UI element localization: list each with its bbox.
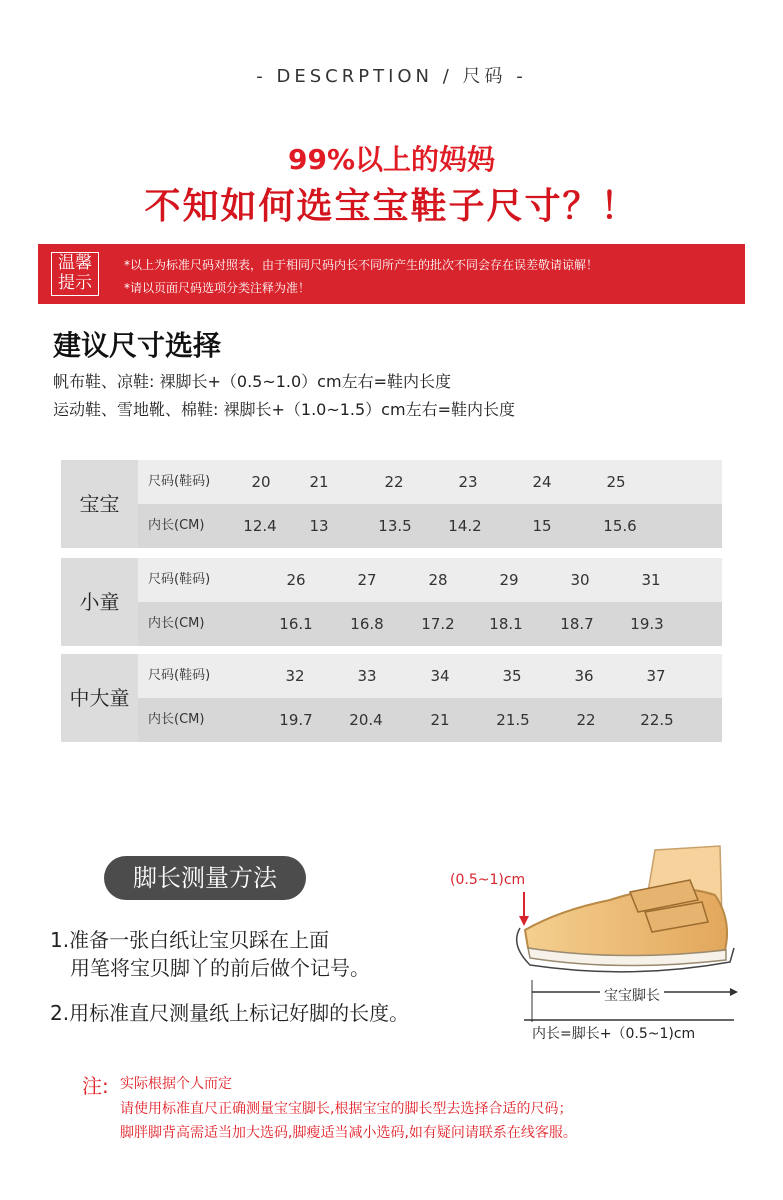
size-table-big-kids	[61, 654, 722, 742]
size-table-baby	[61, 460, 722, 548]
size-cell: 30	[570, 571, 590, 589]
note-line-2: 请使用标准直尺正确测量宝宝脚长,根据宝宝的脚长型去选择合适的尺码；	[120, 1101, 573, 1117]
group-label: 宝宝	[61, 460, 138, 548]
length-row-label: 内长(CM)	[148, 712, 205, 727]
length-cell: 21	[430, 711, 450, 729]
size-cell: 32	[285, 667, 305, 685]
length-row	[138, 504, 722, 548]
length-cell: 20.4	[349, 711, 383, 729]
note-mark: 注:	[82, 1074, 109, 1098]
foot-length-label: 宝宝脚长	[600, 985, 664, 1005]
size-cell: 29	[499, 571, 519, 589]
notice-badge-line-1: 温馨	[58, 253, 92, 273]
size-row	[138, 558, 722, 602]
size-row-label: 尺码(鞋码)	[148, 668, 211, 683]
notice-text-line-1: *以上为标准尺码对照表，由于相同尺码内长不同所产生的批次不同会存在误差敬请谅解！	[124, 258, 599, 272]
size-row	[138, 460, 722, 504]
notice-text-line-2: *请以页面尺码选项分类注释为准！	[124, 281, 311, 295]
page-header-title: - DESCRPTION / 尺码 -	[256, 66, 527, 87]
size-cell: 23	[458, 473, 478, 491]
length-cell: 13.5	[378, 517, 412, 535]
notice-badge	[51, 252, 99, 296]
size-cell: 21	[309, 473, 329, 491]
note-line-1: 实际根据个人而定	[120, 1076, 232, 1092]
size-cell: 24	[532, 473, 552, 491]
advice-line-2: 运动鞋、雪地靴、棉鞋: 裸脚长+（1.0~1.5）cm左右=鞋内长度	[53, 400, 515, 419]
length-cell: 12.4	[243, 517, 277, 535]
shoe-measure-diagram	[440, 840, 740, 1050]
notice-banner	[38, 244, 745, 304]
length-cell: 19.3	[630, 615, 664, 633]
step-1-line-1: 1.准备一张白纸让宝贝踩在上面	[50, 928, 330, 952]
length-cell: 21.5	[496, 711, 530, 729]
inner-length-label: 内长=脚长+（0.5~1)cm	[532, 1026, 696, 1042]
group-label: 中大童	[61, 654, 138, 742]
length-row-label: 内长(CM)	[148, 518, 205, 533]
group-label: 小童	[61, 558, 138, 646]
size-cell: 22	[384, 473, 404, 491]
size-cell: 25	[606, 473, 626, 491]
size-row	[138, 654, 722, 698]
note-line-3: 脚胖脚背高需适当加大选码,脚瘦适当减小选码,如有疑问请联系在线客服。	[120, 1125, 577, 1141]
length-cell: 17.2	[421, 615, 455, 633]
advice-title: 建议尺寸选择	[53, 329, 222, 362]
size-cell: 34	[430, 667, 450, 685]
length-cell: 15.6	[603, 517, 637, 535]
length-cell: 16.1	[279, 615, 313, 633]
size-cell: 36	[574, 667, 594, 685]
length-cell: 18.7	[560, 615, 594, 633]
length-row	[138, 602, 722, 646]
allowance-arrow-icon	[519, 916, 529, 926]
measure-method-title: 脚长测量方法	[104, 856, 306, 900]
size-cell: 33	[357, 667, 377, 685]
size-cell: 31	[641, 571, 661, 589]
size-cell: 26	[286, 571, 306, 589]
advice-line-1: 帆布鞋、凉鞋: 裸脚长+（0.5~1.0）cm左右=鞋内长度	[53, 372, 451, 391]
size-cell: 20	[251, 473, 271, 491]
length-cell: 14.2	[448, 517, 482, 535]
length-row-label: 内长(CM)	[148, 616, 205, 631]
size-cell: 35	[502, 667, 522, 685]
length-row	[138, 698, 722, 742]
size-cell: 37	[646, 667, 666, 685]
length-cell: 13	[309, 517, 329, 535]
step-1-line-2: 用笔将宝贝脚丫的前后做个记号。	[70, 956, 370, 980]
headline-line-1: 99%以上的妈妈	[287, 143, 496, 176]
size-cell: 28	[428, 571, 448, 589]
length-cell: 18.1	[489, 615, 523, 633]
size-cell: 27	[357, 571, 377, 589]
size-row-label: 尺码(鞋码)	[148, 572, 211, 587]
step-2-line: 2.用标准直尺测量纸上标记好脚的长度。	[50, 1001, 410, 1025]
size-row-label: 尺码(鞋码)	[148, 474, 211, 489]
headline-line-2: 不知如何选宝宝鞋子尺寸？！	[144, 186, 639, 227]
length-cell: 15	[532, 517, 552, 535]
length-cell: 22	[576, 711, 596, 729]
notice-badge-line-2: 提示	[58, 273, 92, 293]
length-cell: 16.8	[350, 615, 384, 633]
size-table-small-kids	[61, 558, 722, 646]
length-cell: 19.7	[279, 711, 313, 729]
foot-length-arrow-icon	[730, 988, 738, 996]
length-cell: 22.5	[640, 711, 674, 729]
allowance-label: (0.5~1)cm	[450, 872, 526, 888]
